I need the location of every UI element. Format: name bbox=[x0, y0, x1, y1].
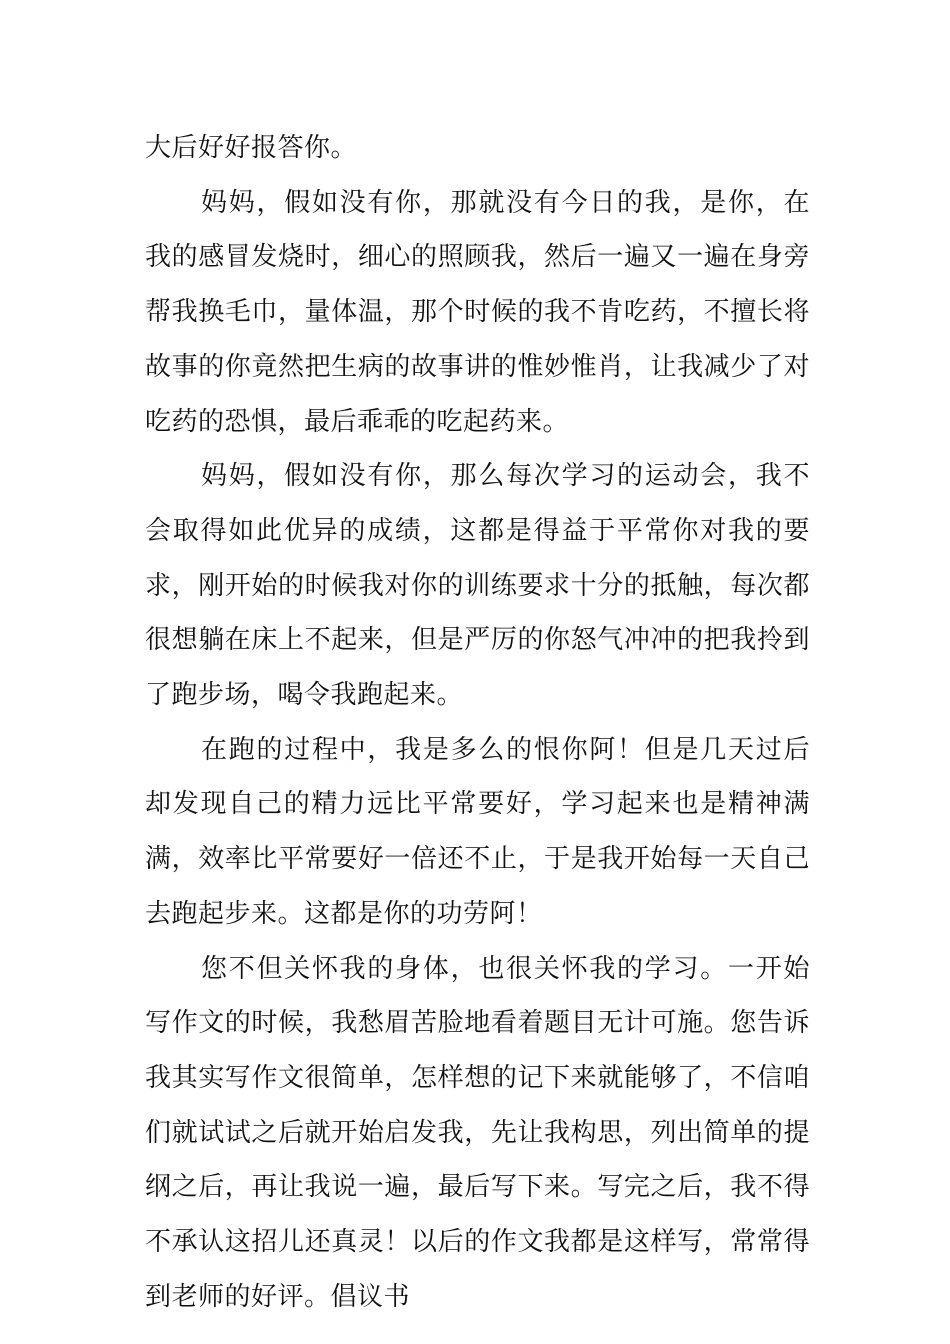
paragraph: 妈妈，假如没有你，那么每次学习的运动会，我不会取得如此优异的成绩，这都是得益于平常你对我的要求，刚开始的时候我对你的训练要求十分的抵触，每次都很想躺在床上不起来，但是严厉的你怒气冲冲的把我拎到了跑步场，喝令我跑起来。 bbox=[145, 461, 810, 711]
paragraph: 妈妈，假如没有你，那就没有今日的我，是你，在我的感冒发烧时，细心的照顾我，然后一遍又一遍在身旁帮我换毛巾，量体温，那个时候的我不肯吃药，不擅长将故事的你竟然把生病的故事讲的惟妙惟肖，让我减少了对吃药的恐惧，最后乖乖的吃起药来。 bbox=[145, 187, 810, 437]
paragraph: 在跑的过程中，我是多么的恨你阿！但是几天过后却发现自己的精力远比平常要好，学习起来也是精神满满，效率比平常要好一倍还不止，于是我开始每一天自己去跑起步来。这都是你的功劳阿！ bbox=[145, 734, 810, 929]
paragraph-continuation: 大后好好报答你。 bbox=[145, 133, 358, 163]
document-body bbox=[145, 121, 810, 1324]
paragraph: 您不但关怀我的身体，也很关怀我的学习。一开始写作文的时候，我愁眉苦脸地看着题目无计可施。您告诉我其实写作文很简单，怎样想的记下来就能够了，不信咱们就试试之后就开始启发我，先让我构思，列出简单的提纲之后，再让我说一遍，最后写下来。写完之后，我不得不承认这招儿还真灵！以后的作文我都是这样写，常常得到老师的好评。倡议书 bbox=[145, 953, 810, 1312]
